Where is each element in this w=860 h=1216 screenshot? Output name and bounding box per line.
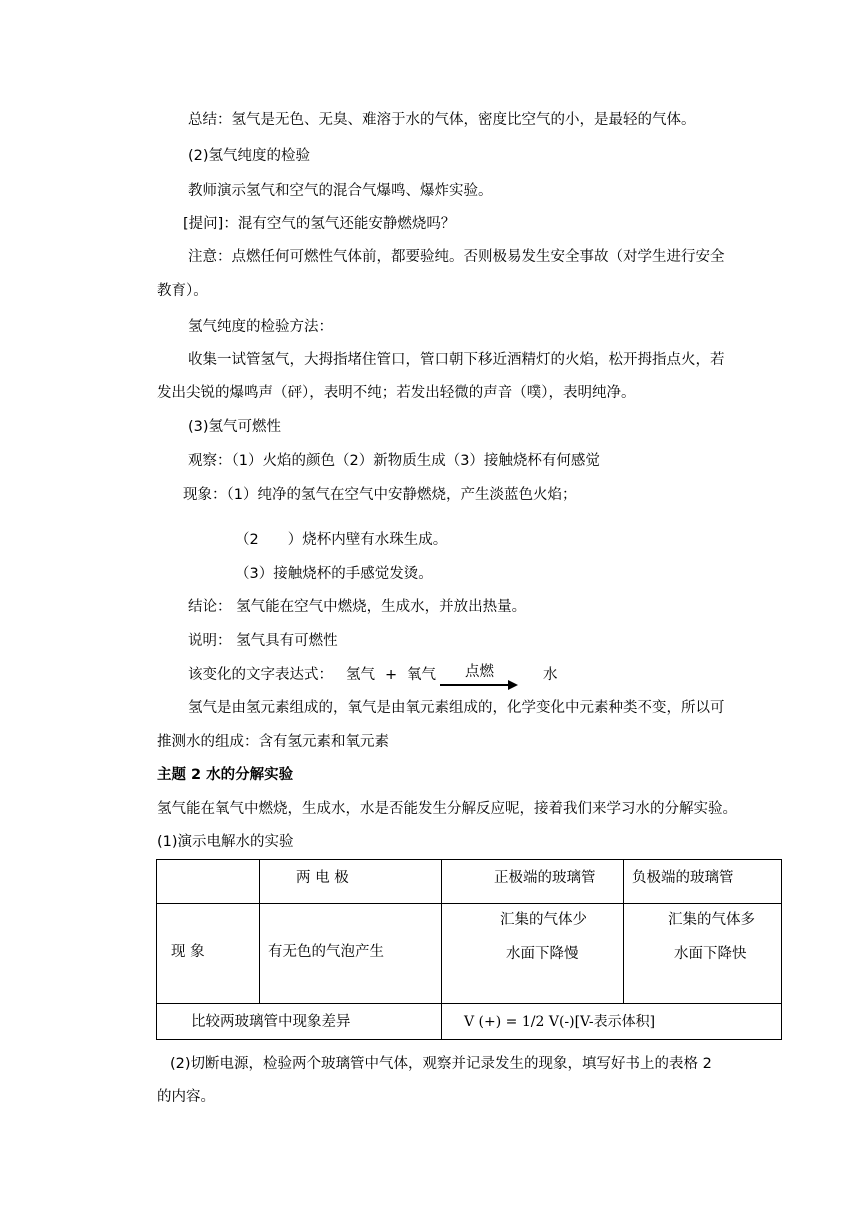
cell-positive-phenomenon [442, 904, 624, 1004]
table-corner-cell [157, 860, 260, 904]
phenomenon-line-1: 现象：（1）纯净的氢气在空气中安静燃烧，产生淡蓝色火焰； [183, 487, 577, 503]
header-negative-text: 负极端的玻璃管 [632, 870, 734, 886]
negative-phenomenon-line-1: 汇集的气体多 [668, 912, 755, 928]
topic-2-heading: 主题 2 水的分解实验 [157, 767, 294, 783]
phenomenon-line-3: （3）接触烧杯的手感觉发烫。 [235, 566, 433, 582]
power-off-line-2: 的内容。 [157, 1089, 215, 1105]
equation-product-water: 水 [543, 667, 558, 683]
composition-line-1: 氢气是由氢元素组成的，氧气是由氧元素组成的，化学变化中元素种类不变，所以可 [188, 700, 725, 716]
row-label-cell [157, 904, 260, 1004]
cell-electrodes-phenomenon [260, 904, 442, 1004]
table-row-comparison [157, 1004, 782, 1040]
table-header-positive [442, 860, 624, 904]
composition-line-2: 推测水的组成：含有氢元素和氧元素 [157, 734, 389, 750]
header-positive-text: 正极端的玻璃管 [494, 870, 596, 886]
purity-method-heading: 氢气纯度的检验方法： [188, 319, 333, 335]
equation-reactant-oxygen: 氧气 [407, 667, 436, 683]
positive-phenomenon-line-2: 水面下降慢 [506, 946, 579, 962]
table-header-electrodes [260, 860, 442, 904]
observation-line: 观察：（1）火焰的颜色（2）新物质生成（3）接触烧杯有何感觉 [188, 453, 600, 469]
caution-line-1: 注意：点燃任何可燃性气体前，都要验纯。否则极易发生安全事故（对学生进行安全 [188, 249, 725, 265]
header-electrodes-text: 两 电 极 [296, 870, 349, 886]
comparison-label-cell [157, 1004, 442, 1040]
conclusion-line: 结论： 氢气能在空气中燃烧，生成水，并放出热量。 [188, 599, 527, 615]
comparison-label-text: 比较两玻璃管中现象差异 [191, 1013, 351, 1030]
topic-2-intro: 氢气能在氧气中燃烧，生成水，水是否能发生分解反应呢，接着我们来学习水的分解实验。 [157, 801, 737, 817]
negative-phenomenon-line-2: 水面下降快 [674, 946, 747, 962]
reaction-arrow [440, 684, 510, 686]
table-header-negative [624, 860, 782, 904]
electrolysis-table [156, 859, 782, 1040]
table-row-phenomenon [157, 904, 782, 1004]
method-line-2: 发出尖锐的爆鸣声（砰），表明不纯；若发出轻微的声音（噗），表明纯净。 [157, 385, 636, 401]
comparison-value-text: V (+) = 1/2 V(-)[V-表示体积] [464, 1013, 656, 1030]
comparison-value-cell [442, 1004, 782, 1040]
equation-condition: 点燃 [465, 664, 494, 680]
electrodes-phenomenon-text: 有无色的气泡产生 [268, 943, 384, 960]
question-line: [提问]：混有空气的氢气还能安静燃烧吗？ [183, 216, 456, 232]
electrolysis-demo-heading: (1)演示电解水的实验 [157, 834, 294, 850]
section-purity-heading: (2)氢气纯度的检验 [188, 148, 311, 164]
positive-phenomenon-line-1: 汇集的气体少 [500, 912, 587, 928]
section-flammability-heading: (3)氢气可燃性 [188, 419, 282, 435]
phenomenon-line-2: （2 ）烧杯内壁有水珠生成。 [235, 532, 448, 548]
caution-line-2: 教育）。 [157, 283, 208, 299]
cell-negative-phenomenon [624, 904, 782, 1004]
row-label-text: 现 象 [171, 943, 205, 960]
method-line-1: 收集一试管氢气，大拇指堵住管口，管口朝下移近酒精灯的火焰，松开拇指点火，若 [188, 352, 725, 368]
equation-reactant-hydrogen: 氢气 [346, 667, 375, 683]
equation-label: 该变化的文字表达式： [188, 667, 333, 683]
summary-paragraph: 总结：氢气是无色、无臭、难溶于水的气体，密度比空气的小，是最轻的气体。 [188, 112, 696, 128]
table-header-row [157, 860, 782, 904]
power-off-line-1: (2)切断电源，检验两个玻璃管中气体，观察并记录发生的现象，填写好书上的表格 2 [170, 1056, 712, 1072]
arrow-head-icon [508, 680, 518, 690]
note-line: 说明： 氢气具有可燃性 [188, 633, 338, 649]
teacher-demo-line: 教师演示氢气和空气的混合气爆鸣、爆炸实验。 [188, 183, 493, 199]
equation-plus: + [385, 667, 398, 683]
